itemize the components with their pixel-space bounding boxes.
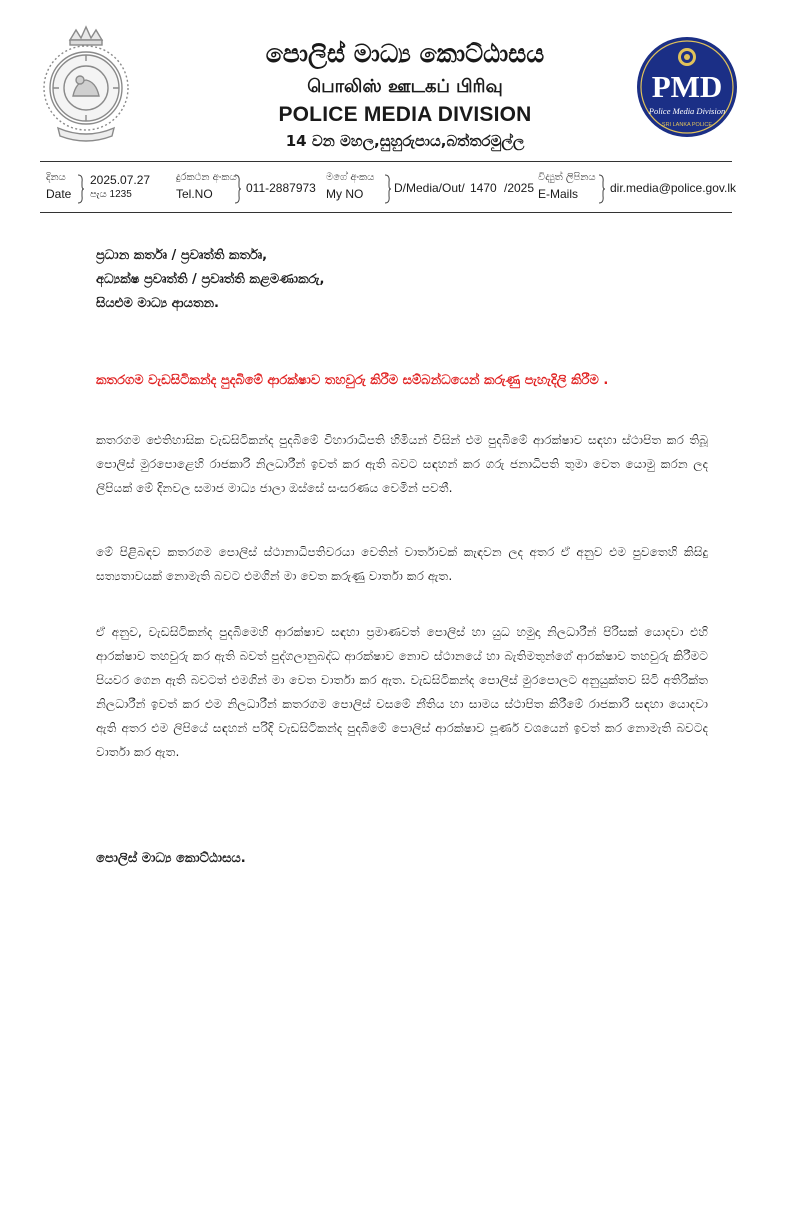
- org-name-tamil: பொலிஸ் ஊடகப் பிரிவு: [307, 76, 503, 97]
- org-name-sinhala: පොලිස් මාධ්‍ය කොට්ඨාසය: [265, 39, 545, 68]
- reference-bottom-rule: [40, 212, 732, 213]
- addressee-line: සියළුම මාධ්‍ය ආයතන.: [96, 296, 219, 311]
- addressee-block: [96, 244, 656, 316]
- subject-heading: කතරගම වැඩසිටිකන්ද පුදබිමේ ආරක්ෂාව තහවුරු කිරීම සම්බන්ධයෙන් කරුණු පැහැදිලි කිරීම .: [96, 373, 609, 388]
- brace-icon: [598, 174, 605, 204]
- brace-icon: [234, 174, 241, 204]
- tel-label: දුරකථන අංකය Tel.NO: [176, 172, 237, 201]
- brace-icon: [77, 174, 84, 204]
- date-label: දිනය Date: [46, 172, 72, 201]
- pmd-tagline: Police Media Division: [648, 106, 726, 116]
- addressee-line: අධ්‍යක්ෂ ප්‍රවෘත්ති / ප්‍රවෘත්ති කළමණාකරු,: [96, 272, 325, 287]
- pmd-subtitle: SRI LANKA POLICE: [661, 122, 713, 128]
- my-no-value-year: /2025: [504, 181, 535, 195]
- tel-value: 011-2887973: [246, 181, 316, 195]
- letterhead-title-block: [200, 38, 610, 152]
- reference-top-rule: [40, 161, 732, 162]
- pmd-emblem-icon: [636, 36, 738, 138]
- my-no-value-prefix: D/Media/Out/: [394, 181, 465, 195]
- body-paragraph: කතරගම ඓතිහාසික වැඩසිටිකන්ද පුදබිමේ විහාරාධිපති හිමියන් විසින් එම පුදබිමේ ආරක්ෂාව සඳහා ස්ථාපිත කර තිබූ පොලිස් මුරපොළෙහි රාජකාරි නිලධාරීන් ඉවත් කර ඇති බවට සඳහන් කර ගරු ජනාධිපති තුමා වෙත යොමු කරන ලද ලිපියක් මේ දිනවල සමාජ මාධ්‍ය ජාලා ඔස්සේ සංසරණය වෙමින් පවතී.: [96, 433, 708, 495]
- my-no-label: මගේ අංකය My NO: [326, 172, 375, 201]
- my-no-value-number: 1470: [470, 181, 497, 195]
- pmd-initials: PMD: [651, 69, 723, 104]
- org-address: 14 වන මහල,සුහුරුපාය,බත්තරමුල්ල: [285, 132, 525, 150]
- email-label: විද්‍යුත් ලිපිනය E-Mails: [538, 172, 596, 201]
- time-value: පැය 1235: [90, 189, 132, 200]
- addressee-line: ප්‍රධාන කර්තෘ / ප්‍රවෘත්ති කර්තෘ,: [96, 248, 268, 263]
- body-paragraph: ඒ අනුව, වැඩසිටිකන්ද පුදබිමෙහි ආරක්ෂාව සඳහා ප්‍රමාණවත් පොලිස් හා යුධ හමුදා නිලධාරීන් පිරිසක් යොදවා එහි ආරක්ෂාව තහවුරු කර ඇති බවත් පුද්ගලානුබද්ධ ආරක්ෂාව නොව ස්ථානයේ හා බැතිමතුන්ගේ ආරක්ෂාව තහවුරු කිරීමට පියවර ගෙන ඇති බවටත් එමගින් මා වෙත වාර්තා කර ඇත. වැඩසිටිකන්ද පොලිස් මුරපොලට අනුයුක්තව සිටි අතිරික්ත නිලධාරීන් ඉවත් කර එම නිලධාරීන් කතරගම පොලිස් වසමේ නීතිය හා සාමය ස්ථාපිත කිරීමේ රාජකාරි සඳහා යොදවා ඇති අතර එම ලිපියේ සඳහන් පරිදි වැඩසිටිකන්ද පුදබිමේ පොලිස් ආරක්ෂාව පූර්ණ වශයෙන් ඉවත් කර නොමැති බවටද වාර්තා කර ඇත.: [96, 625, 708, 759]
- email-value[interactable]: dir.media@police.gov.lk: [610, 181, 737, 195]
- brace-icon: [384, 174, 391, 204]
- org-name-english: POLICE MEDIA DIVISION: [278, 103, 532, 126]
- sri-lanka-police-crest-icon: [40, 24, 132, 146]
- signoff: පොලිස් මාධ්‍ය කොට්ඨාසය.: [96, 851, 246, 866]
- date-value: 2025.07.27: [90, 173, 151, 187]
- body-paragraph: මේ පිළිබඳව කතරගම පොලිස් ස්ථානාධිපතිවරයා වෙතින් වාර්තාවක් කැඳවන ලද අතර ඒ අනුව එම පුවතෙහි කිසිදු සත්‍යතාවයක් නොමැති බවට එමගින් මා වෙත කරුණු වාර්තා කර ඇත.: [96, 545, 708, 583]
